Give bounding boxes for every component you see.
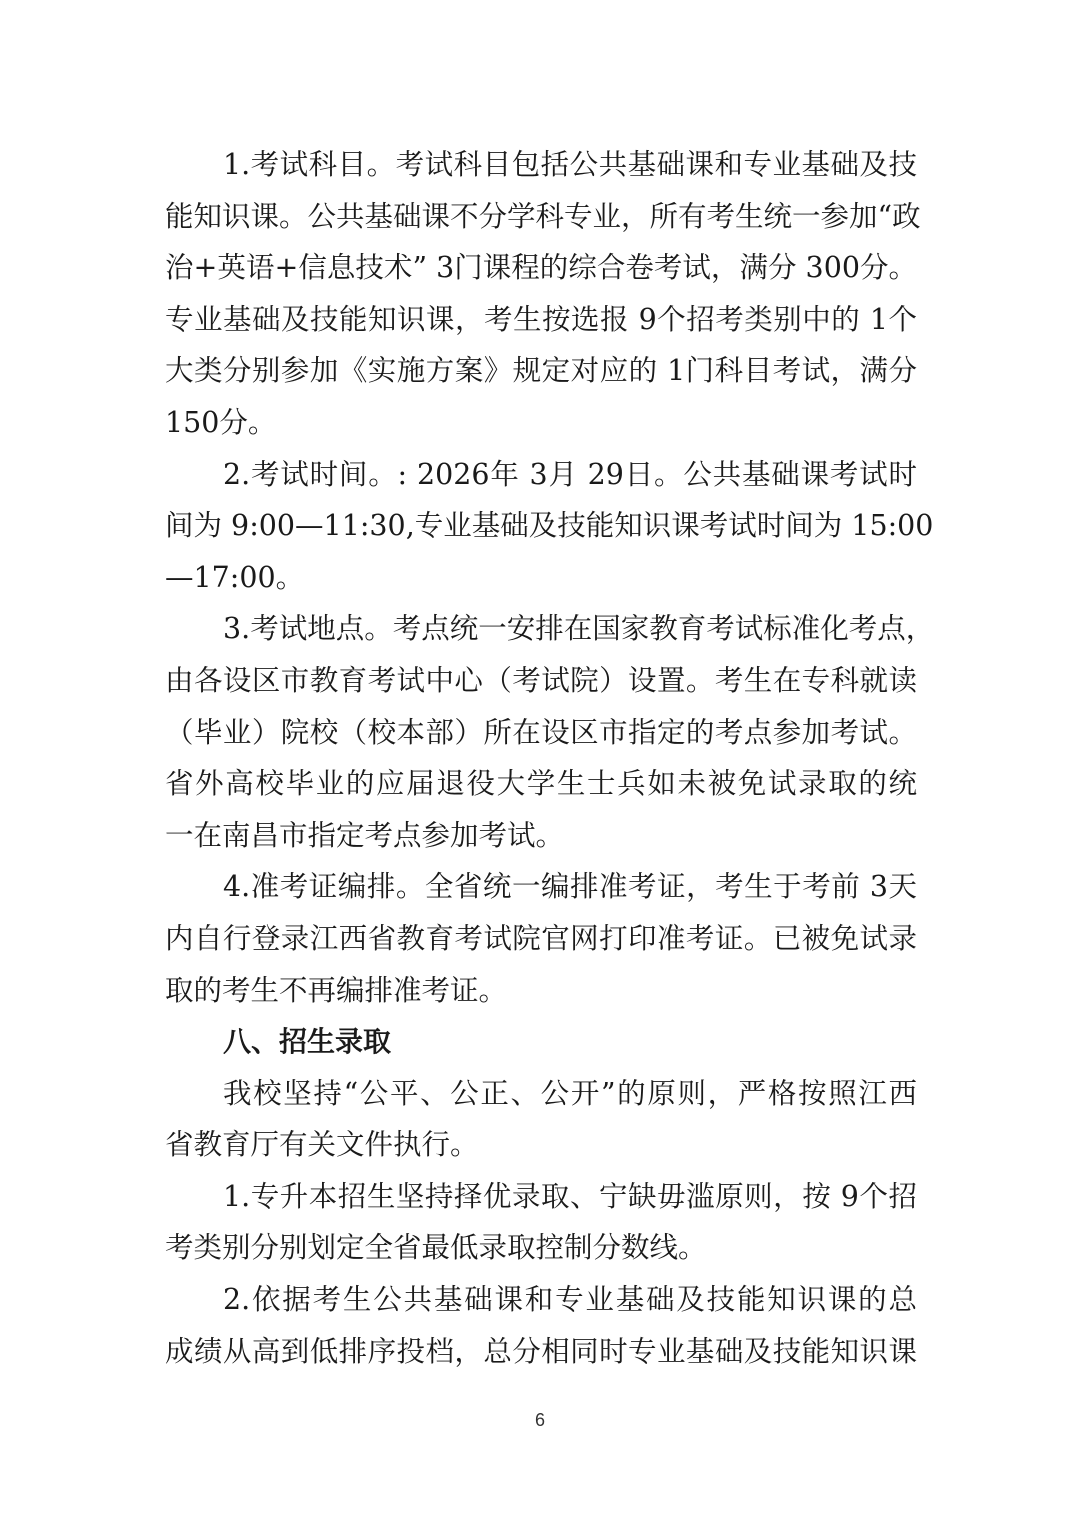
text-line: 由各设区市教育考试中心（考试院）设置。考生在专科就读	[165, 663, 917, 697]
paragraph-admission-ticket	[165, 861, 917, 1016]
text-line: 内自行登录江西省教育考试院官网打印准考证。已被免试录	[165, 921, 917, 955]
text-line: 成绩从高到低排序投档，总分相同时专业基础及技能知识课	[165, 1334, 917, 1368]
heading-text: 八、招生录取	[223, 1025, 392, 1059]
text-line: 间为 9:00—11:30,专业基础及技能知识课考试时间为 15:00	[165, 509, 934, 543]
text-line: 治+英语+信息技术” 3门课程的综合卷考试，满分 300分。	[165, 251, 917, 285]
text-line: 考类别分别划定全省最低录取控制分数线。	[165, 1231, 707, 1265]
text-line: 大类分别参加《实施方案》规定对应的 1门科目考试，满分	[165, 354, 917, 388]
paragraph-exam-location	[165, 603, 935, 861]
text-line: 2.依据考生公共基础课和专业基础及技能知识课的总	[223, 1283, 917, 1317]
text-line: 2.考试时间。: 2026年 3月 29日。公共基础课考试时	[223, 457, 917, 491]
text-line: 取的考生不再编排准考证。	[165, 973, 508, 1007]
text-line: 4.准考证编排。全省统一编排准考证，考生于考前 3天	[223, 870, 917, 904]
text-line: 150分。	[165, 405, 277, 439]
paragraph-ranking	[165, 1274, 917, 1377]
text-line: 1.考试科目。考试科目包括公共基础课和专业基础及技	[223, 148, 917, 181]
text-line: —17:00。	[165, 560, 305, 594]
text-line: 1.专升本招生坚持择优录取、宁缺毋滥原则，按 9个招	[223, 1179, 917, 1213]
text-line: 我校坚持“公平、公正、公开”的原则，严格按照江西	[223, 1076, 917, 1110]
text-line: 3.考试地点。考点统一安排在国家教育考试标准化考点，	[223, 612, 935, 646]
text-line: 一在南昌市指定考点参加考试。	[165, 818, 565, 852]
paragraph-exam-subjects	[165, 139, 921, 449]
paragraph-exam-time	[165, 449, 934, 604]
page-number: 6	[534, 1410, 545, 1430]
text-line: 省教育厅有关文件执行。	[165, 1128, 479, 1162]
text-line: 省外高校毕业的应届退役大学生士兵如未被免试录取的统	[165, 767, 917, 801]
text-line: （毕业）院校（校本部）所在设区市指定的考点参加考试。	[165, 715, 917, 749]
paragraph-principles	[165, 1068, 917, 1171]
text-line: 专业基础及技能知识课，考生按选报 9个招考类别中的 1个	[165, 302, 917, 336]
text-line: 能知识课。公共基础课不分学科专业，所有考生统一参加“政	[165, 199, 921, 233]
paragraph-merit-admission	[165, 1171, 917, 1274]
page-body	[165, 139, 935, 1377]
section-heading	[165, 1016, 917, 1068]
